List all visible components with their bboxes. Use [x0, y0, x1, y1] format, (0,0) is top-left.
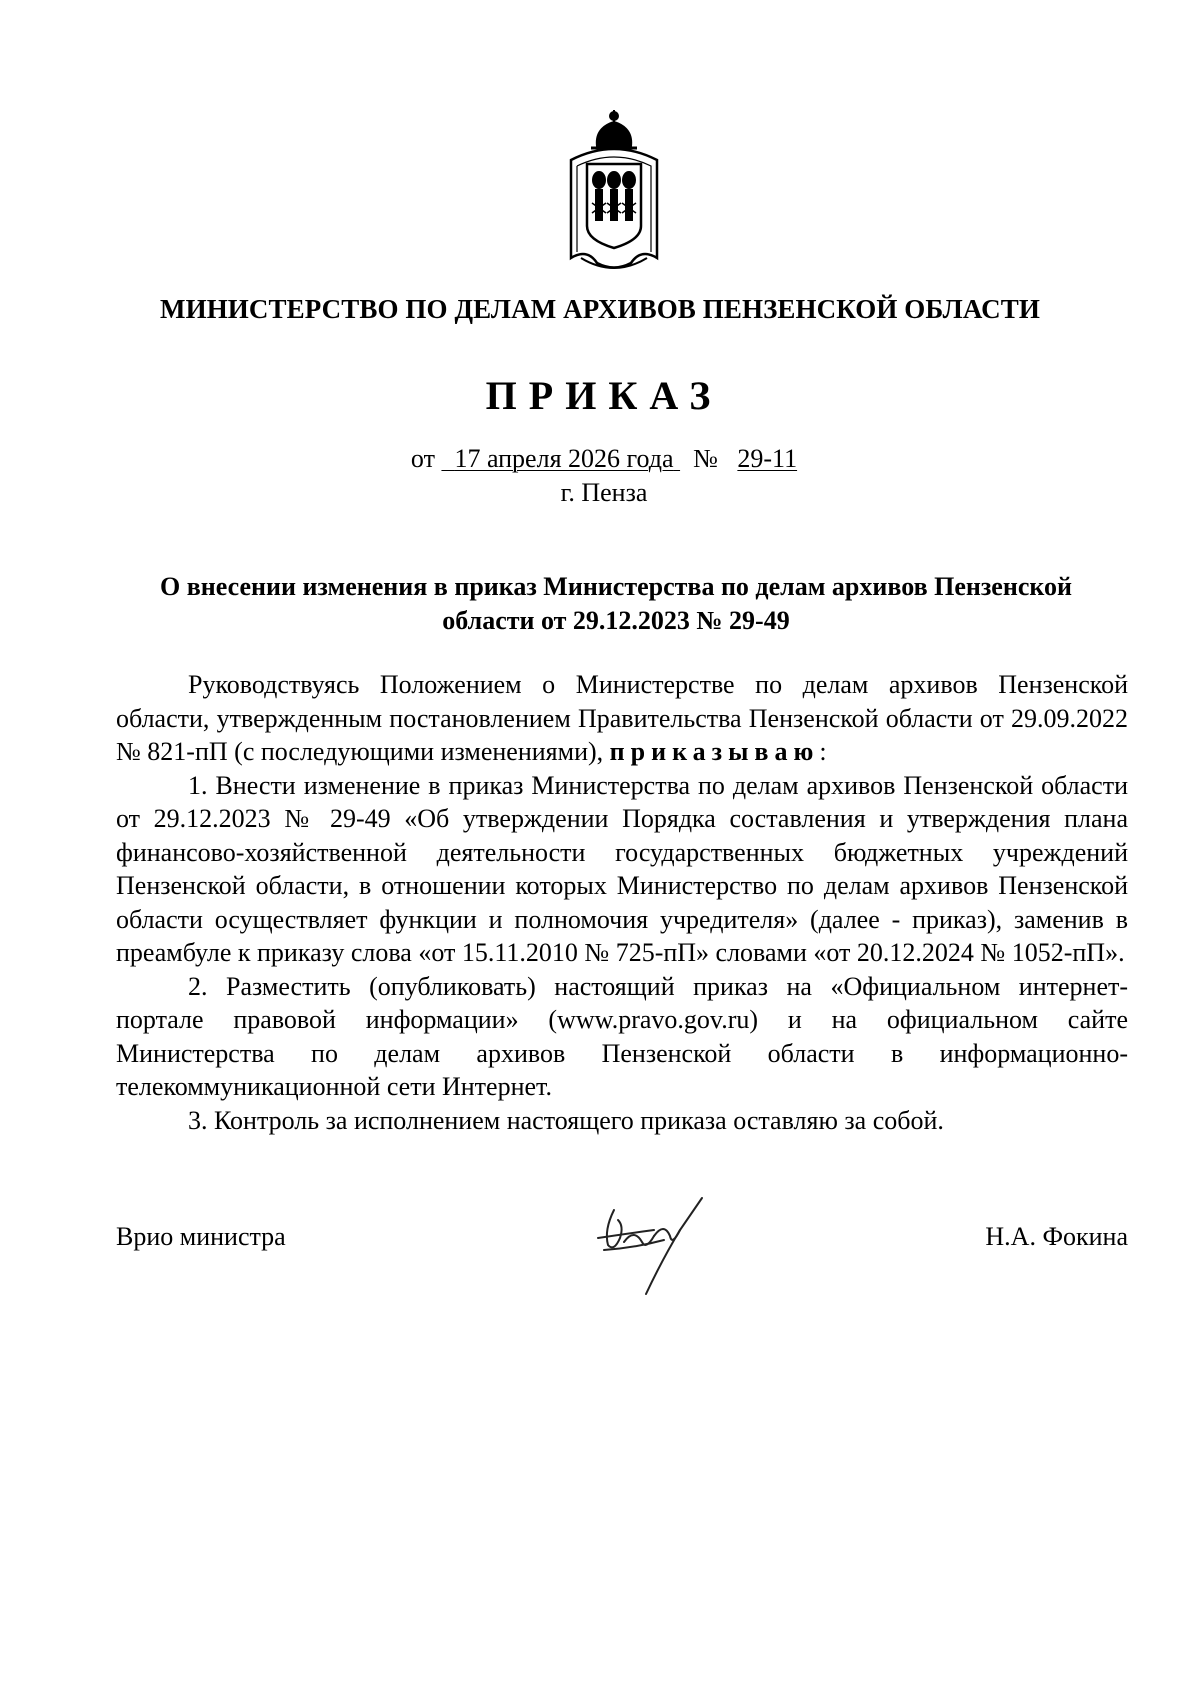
order-word: приказываю — [609, 737, 820, 766]
signatory-position: Врио министра — [116, 1222, 286, 1251]
handwritten-signature — [584, 1190, 724, 1300]
ministry-name: МИНИСТЕРСТВО ПО ДЕЛАМ АРХИВОВ ПЕНЗЕНСКОЙ ОБЛАСТИ — [160, 294, 1040, 324]
city: г. Пенза — [560, 478, 648, 507]
document-date: 17 апреля 2026 года — [454, 444, 674, 473]
date-prefix: от — [410, 444, 435, 473]
order-item-3: 3. Контроль за исполнением настоящего приказа оставляю за собой. — [188, 1105, 944, 1135]
document-body — [116, 668, 1128, 1137]
date-number-line — [0, 444, 1200, 474]
preamble-paragraph: Руководствуясь Положением о Министерстве по делам архивов Пензенской области, утвержденным постановлением Правительства Пензенской области от 29.09.2022 № 821-пП (с последующими изменениями), приказываю: — [116, 670, 1128, 766]
document-number: 29-11 — [737, 444, 798, 473]
coat-of-arms-icon — [561, 108, 667, 276]
number-sign: № — [693, 444, 718, 473]
order-item-1: 1. Внести изменение в приказ Министерства по делам архивов Пензенской области от 29.12.2023 № 29-49 «Об утверждении Порядка составления и утверждения плана финансово-хозяйственной деятельности государственных бюджетных учреждений Пензенской области, в отношении которых Министерство по делам архивов Пензенской области осуществляет функции и полномочия учредителя» (далее - приказ), заменив в преамбуле к приказу слова «от 15.11.2010 № 725-пП» словами «от 20.12.2024 № 1052-пП». — [116, 770, 1128, 967]
document-type-title: ПРИКАЗ — [485, 373, 723, 418]
document-subject: О внесении изменения в приказ Министерства по делам архивов Пензенской области от 29.12.2023 № 29-49 — [160, 572, 1072, 635]
signatory-name: Н.А. Фокина — [985, 1222, 1128, 1251]
order-item-2: 2. Разместить (опубликовать) настоящий приказ на «Официальном интернет-портале правовой информации» (www.pravo.gov.ru) и на официальном сайте Министерства по делам архивов Пензенской области в информационно-телекоммуникационной сети Интернет. — [116, 971, 1128, 1101]
